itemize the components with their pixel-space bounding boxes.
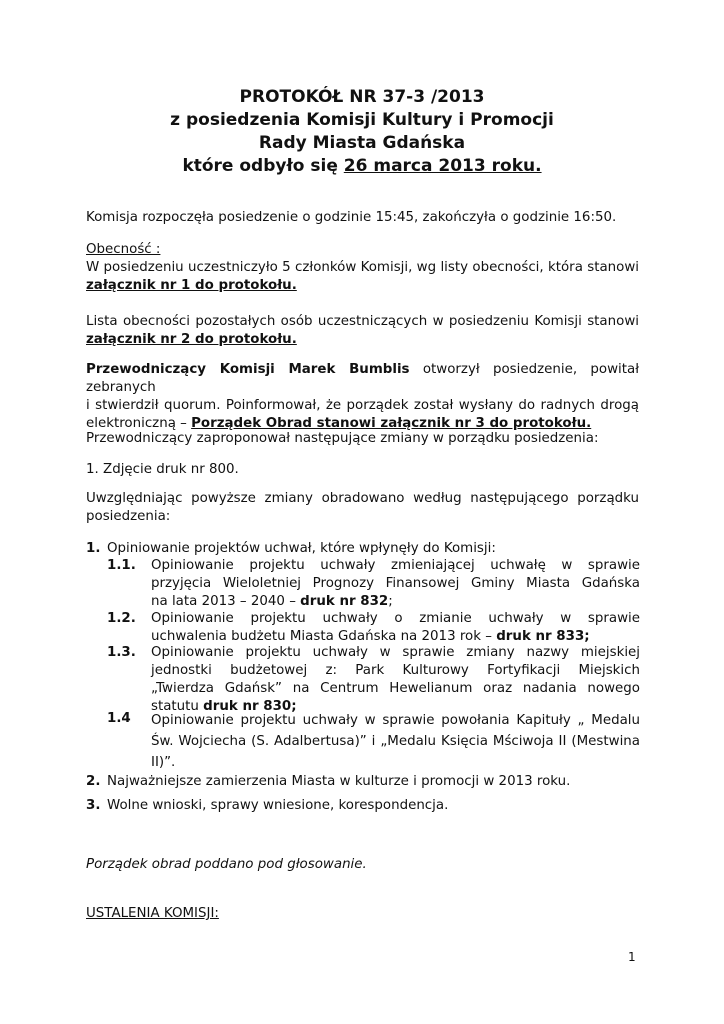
agenda-subitem-number: 1.4 (107, 711, 131, 726)
agenda-item-number: 2. (86, 774, 101, 789)
subitem-line: Opiniowanie projektu uchwały zmieniającej uchwałę w sprawie (151, 558, 640, 573)
agenda-item-text: Opiniowanie projektów uchwał, które wpłynęły do Komisji: (107, 541, 496, 556)
attendance-heading: Obecność : (86, 242, 161, 257)
opening-line-3: elektroniczną – Porządek Obrad stanowi załącznik nr 3 do protokołu. (86, 416, 592, 431)
vote-statement: Porządek obrad poddano pod głosowanie. (86, 857, 367, 872)
meeting-date: 26 marca 2013 roku. (343, 156, 542, 176)
agenda-subitem-number: 1.3. (107, 645, 136, 660)
opening-line-1: Przewodniczący Komisji Marek Bumblis otworzył posiedzenie, powitał zebranych (86, 362, 640, 395)
intro-paragraph: Komisja rozpoczęła posiedzenie o godzinie 15:45, zakończyła o godzinie 16:50. (86, 210, 617, 225)
subitem-line: Opiniowanie projektu uchwały w sprawie zmiany nazwy miejskiej (151, 645, 640, 660)
agenda-subitem-number: 1.1. (107, 558, 136, 573)
title-council: Rady Miasta Gdańska (258, 133, 466, 153)
findings-heading: USTALENIA KOMISJI: (86, 906, 219, 921)
subitem-line: II)”. (151, 755, 176, 770)
subitem-line: „Twierdza Gdańsk” na Centrum Hewelianum oraz nadania nowego (151, 681, 640, 696)
others-text: Lista obecności pozostałych osób uczestniczących w posiedzeniu Komisji stanowi (86, 314, 639, 329)
opening-line-2: i stwierdził quorum. Poinformował, że porządek został wysłany do radnych drogą (86, 398, 639, 413)
attachment-1-reference: załącznik nr 1 do protokołu. (86, 278, 297, 293)
title-committee: z posiedzenia Komisji Kultury i Promocji (170, 110, 554, 130)
subitem-line: uchwalenia budżetu Miasta Gdańska na 2013 rok – druk nr 833; (151, 629, 590, 644)
agenda-item-number: 3. (86, 798, 101, 813)
proposal-paragraph: Przewodniczący zaproponował następujące zmiany w porządku posiedzenia: (86, 431, 599, 446)
druk-830: druk nr 830; (203, 699, 297, 714)
page-number: 1 (628, 950, 636, 964)
subitem-line: jednostki budżetowej z: Park Kulturowy Fortyfikacji Miejskich (151, 663, 640, 678)
others-section (86, 313, 639, 349)
agenda-item-text: Wolne wnioski, sprawy wniesione, korespondencja. (107, 798, 449, 813)
opening-section (86, 361, 639, 433)
agenda-subitem-number: 1.2. (107, 611, 136, 626)
druk-833: druk nr 833; (496, 629, 590, 644)
chair-name: Przewodniczący Komisji Marek Bumblis (86, 362, 410, 377)
agenda-change: 1. Zdjęcie druk nr 800. (86, 462, 239, 477)
attachment-2-reference: załącznik nr 2 do protokołu. (86, 332, 297, 347)
agenda-item-text: Najważniejsze zamierzenia Miasta w kulturze i promocji w 2013 roku. (107, 774, 571, 789)
subitem-line: Opiniowanie projektu uchwały o zmianie uchwały w sprawie (151, 611, 640, 626)
attendance-section (86, 241, 639, 295)
attendance-text: W posiedzeniu uczestniczyło 5 członków Komisji, wg listy obecności, która stanowi (86, 260, 639, 275)
agenda-item-number: 1. (86, 541, 101, 556)
subitem-line: statutu druk nr 830; (151, 699, 297, 714)
document-title (0, 86, 724, 178)
subitem-line: Opiniowanie projektu uchwały w sprawie powołania Kapituły „ Medalu (151, 713, 640, 728)
title-protocol-number: PROTOKÓŁ NR 37-3 /2013 (239, 87, 485, 107)
considering-line-1: Uwzględniając powyższe zmiany obradowano według następującego porządku (86, 491, 639, 506)
subitem-line: przyjęcia Wieloletniej Prognozy Finansowej Gminy Miasta Gdańska (151, 576, 640, 591)
title-date-line: które odbyło się 26 marca 2013 roku. (182, 156, 542, 176)
subitem-line: na lata 2013 – 2040 – druk nr 832; (151, 594, 393, 609)
subitem-line: Św. Wojciecha (S. Adalbertusa)” i „Medalu Księcia Mściwoja II (Mestwina (151, 734, 640, 749)
considering-paragraph (86, 490, 639, 526)
attachment-3-reference: Porządek Obrad stanowi załącznik nr 3 do protokołu. (191, 416, 592, 431)
druk-832: druk nr 832 (300, 594, 389, 609)
considering-line-2: posiedzenia: (86, 509, 171, 524)
